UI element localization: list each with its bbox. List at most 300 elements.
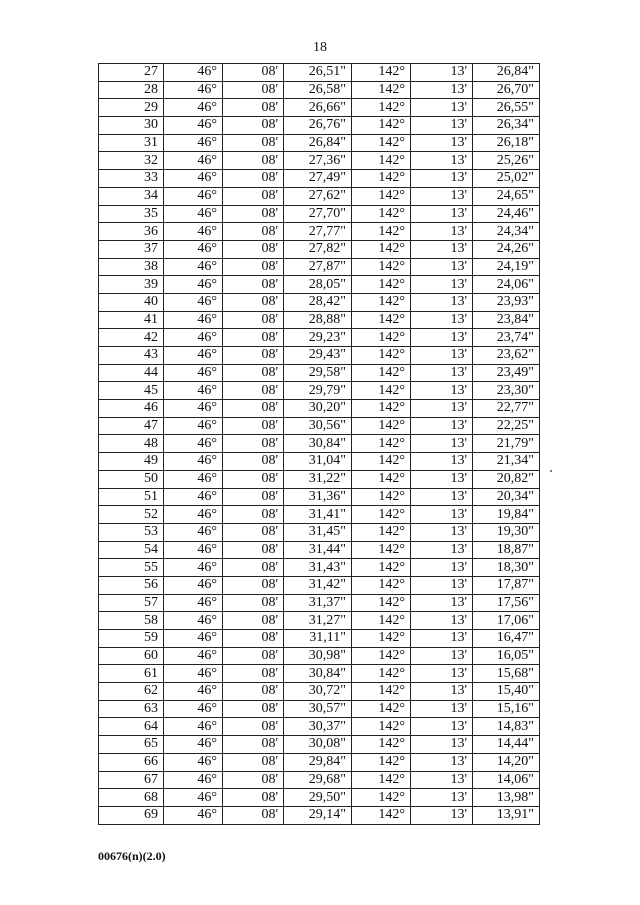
- cell-lon-deg: 142°: [352, 789, 411, 807]
- cell-lon-deg: 142°: [352, 258, 411, 276]
- cell-lat-deg: 46°: [164, 470, 223, 488]
- cell-lat-deg: 46°: [164, 329, 223, 347]
- cell-lon-min: 13': [411, 506, 473, 524]
- cell-lon-sec: 24,19": [473, 258, 540, 276]
- table-row: [99, 81, 540, 99]
- cell-lon-sec: 22,25": [473, 417, 540, 435]
- cell-lon-sec: 18,87": [473, 541, 540, 559]
- cell-lat-min: 08': [223, 382, 284, 400]
- cell-lat-sec: 27,36": [284, 152, 352, 170]
- cell-lon-min: 13': [411, 753, 473, 771]
- cell-lat-sec: 29,23": [284, 329, 352, 347]
- cell-lon-deg: 142°: [352, 806, 411, 824]
- coordinates-table-body: [99, 64, 540, 825]
- cell-lat-deg: 46°: [164, 152, 223, 170]
- cell-lat-min: 08': [223, 258, 284, 276]
- cell-lat-min: 08': [223, 718, 284, 736]
- cell-lon-deg: 142°: [352, 417, 411, 435]
- cell-lon-deg: 142°: [352, 594, 411, 612]
- cell-lon-min: 13': [411, 205, 473, 223]
- cell-lat-sec: 30,56": [284, 417, 352, 435]
- cell-point: 27: [99, 64, 164, 82]
- cell-lat-sec: 30,84": [284, 665, 352, 683]
- cell-lon-deg: 142°: [352, 329, 411, 347]
- table-row: [99, 435, 540, 453]
- cell-lat-min: 08': [223, 559, 284, 577]
- cell-lon-min: 13': [411, 700, 473, 718]
- cell-lat-min: 08': [223, 771, 284, 789]
- cell-point: 35: [99, 205, 164, 223]
- cell-lon-min: 13': [411, 718, 473, 736]
- cell-lat-min: 08': [223, 276, 284, 294]
- cell-lon-sec: 26,18": [473, 134, 540, 152]
- table-row: [99, 205, 540, 223]
- cell-lat-sec: 31,41": [284, 506, 352, 524]
- cell-lat-min: 08': [223, 400, 284, 418]
- cell-lat-deg: 46°: [164, 81, 223, 99]
- cell-lon-min: 13': [411, 187, 473, 205]
- cell-lon-sec: 24,26": [473, 240, 540, 258]
- cell-lon-deg: 142°: [352, 187, 411, 205]
- cell-lat-deg: 46°: [164, 117, 223, 135]
- cell-lat-min: 08': [223, 64, 284, 82]
- cell-lon-deg: 142°: [352, 152, 411, 170]
- cell-lat-min: 08': [223, 683, 284, 701]
- cell-lon-sec: 15,68": [473, 665, 540, 683]
- cell-lat-min: 08': [223, 523, 284, 541]
- cell-lat-min: 08': [223, 453, 284, 471]
- table-row: [99, 789, 540, 807]
- cell-point: 52: [99, 506, 164, 524]
- cell-lat-sec: 31,11": [284, 630, 352, 648]
- cell-lon-deg: 142°: [352, 293, 411, 311]
- table-row: [99, 400, 540, 418]
- cell-lon-sec: 24,46": [473, 205, 540, 223]
- cell-lat-sec: 30,84": [284, 435, 352, 453]
- cell-point: 42: [99, 329, 164, 347]
- cell-lat-min: 08': [223, 470, 284, 488]
- table-row: [99, 453, 540, 471]
- table-row: [99, 293, 540, 311]
- cell-lon-min: 13': [411, 453, 473, 471]
- cell-lat-sec: 27,62": [284, 187, 352, 205]
- cell-lon-deg: 142°: [352, 683, 411, 701]
- cell-point: 41: [99, 311, 164, 329]
- cell-lon-deg: 142°: [352, 453, 411, 471]
- table-row: [99, 700, 540, 718]
- cell-lon-sec: 25,26": [473, 152, 540, 170]
- cell-point: 64: [99, 718, 164, 736]
- table-row: [99, 223, 540, 241]
- cell-lon-sec: 23,84": [473, 311, 540, 329]
- cell-lat-sec: 29,43": [284, 347, 352, 365]
- cell-lon-deg: 142°: [352, 400, 411, 418]
- cell-lon-deg: 142°: [352, 134, 411, 152]
- cell-lat-min: 08': [223, 630, 284, 648]
- cell-lat-min: 08': [223, 806, 284, 824]
- cell-point: 54: [99, 541, 164, 559]
- cell-lon-min: 13': [411, 541, 473, 559]
- cell-lon-min: 13': [411, 417, 473, 435]
- cell-lat-deg: 46°: [164, 700, 223, 718]
- cell-lat-min: 08': [223, 117, 284, 135]
- table-row: [99, 311, 540, 329]
- cell-point: 29: [99, 99, 164, 117]
- cell-lat-sec: 31,42": [284, 576, 352, 594]
- cell-lat-min: 08': [223, 594, 284, 612]
- cell-lon-sec: 13,98": [473, 789, 540, 807]
- cell-lat-min: 08': [223, 205, 284, 223]
- cell-lon-deg: 142°: [352, 311, 411, 329]
- cell-lon-sec: 24,06": [473, 276, 540, 294]
- cell-lon-sec: 18,30": [473, 559, 540, 577]
- cell-lon-min: 13': [411, 329, 473, 347]
- cell-lat-deg: 46°: [164, 400, 223, 418]
- cell-lon-sec: 20,82": [473, 470, 540, 488]
- cell-point: 55: [99, 559, 164, 577]
- cell-lon-min: 13': [411, 647, 473, 665]
- cell-lon-min: 13': [411, 683, 473, 701]
- cell-lon-sec: 23,93": [473, 293, 540, 311]
- cell-lon-deg: 142°: [352, 99, 411, 117]
- cell-lon-sec: 19,84": [473, 506, 540, 524]
- cell-lon-deg: 142°: [352, 523, 411, 541]
- table-row: [99, 576, 540, 594]
- table-row: [99, 506, 540, 524]
- cell-lon-deg: 142°: [352, 718, 411, 736]
- cell-point: 43: [99, 347, 164, 365]
- table-row: [99, 364, 540, 382]
- cell-lat-deg: 46°: [164, 736, 223, 754]
- cell-lat-min: 08': [223, 170, 284, 188]
- cell-lat-deg: 46°: [164, 647, 223, 665]
- cell-lon-min: 13': [411, 258, 473, 276]
- cell-point: 68: [99, 789, 164, 807]
- cell-lon-min: 13': [411, 134, 473, 152]
- cell-lon-min: 13': [411, 630, 473, 648]
- cell-lat-deg: 46°: [164, 276, 223, 294]
- cell-lon-deg: 142°: [352, 364, 411, 382]
- cell-lat-sec: 30,08": [284, 736, 352, 754]
- cell-point: 60: [99, 647, 164, 665]
- cell-lon-sec: 15,40": [473, 683, 540, 701]
- cell-lon-min: 13': [411, 223, 473, 241]
- table-row: [99, 594, 540, 612]
- cell-point: 69: [99, 806, 164, 824]
- cell-lon-deg: 142°: [352, 347, 411, 365]
- scan-speck: [550, 470, 552, 472]
- cell-lon-sec: 25,02": [473, 170, 540, 188]
- cell-lat-sec: 30,20": [284, 400, 352, 418]
- cell-lat-deg: 46°: [164, 258, 223, 276]
- cell-lon-deg: 142°: [352, 753, 411, 771]
- cell-lon-deg: 142°: [352, 276, 411, 294]
- cell-lat-sec: 29,68": [284, 771, 352, 789]
- cell-lon-deg: 142°: [352, 117, 411, 135]
- cell-lat-deg: 46°: [164, 753, 223, 771]
- cell-point: 58: [99, 612, 164, 630]
- table-row: [99, 99, 540, 117]
- cell-lon-sec: 26,34": [473, 117, 540, 135]
- cell-lon-min: 13': [411, 559, 473, 577]
- cell-lat-deg: 46°: [164, 205, 223, 223]
- cell-lon-min: 13': [411, 347, 473, 365]
- cell-lon-min: 13': [411, 771, 473, 789]
- cell-point: 28: [99, 81, 164, 99]
- cell-point: 36: [99, 223, 164, 241]
- cell-lat-sec: 27,49": [284, 170, 352, 188]
- cell-lat-min: 08': [223, 753, 284, 771]
- cell-lon-deg: 142°: [352, 81, 411, 99]
- cell-lat-deg: 46°: [164, 382, 223, 400]
- cell-point: 40: [99, 293, 164, 311]
- table-row: [99, 771, 540, 789]
- cell-lat-sec: 26,84": [284, 134, 352, 152]
- cell-lat-min: 08': [223, 700, 284, 718]
- cell-lat-deg: 46°: [164, 789, 223, 807]
- cell-point: 34: [99, 187, 164, 205]
- table-row: [99, 152, 540, 170]
- cell-lon-sec: 14,83": [473, 718, 540, 736]
- cell-point: 49: [99, 453, 164, 471]
- cell-lat-deg: 46°: [164, 64, 223, 82]
- table-row: [99, 117, 540, 135]
- table-row: [99, 612, 540, 630]
- cell-point: 31: [99, 134, 164, 152]
- cell-point: 44: [99, 364, 164, 382]
- cell-lon-sec: 23,49": [473, 364, 540, 382]
- cell-point: 67: [99, 771, 164, 789]
- cell-point: 38: [99, 258, 164, 276]
- cell-lat-sec: 27,77": [284, 223, 352, 241]
- cell-lon-deg: 142°: [352, 630, 411, 648]
- cell-lat-sec: 30,37": [284, 718, 352, 736]
- cell-lat-deg: 46°: [164, 99, 223, 117]
- table-row: [99, 170, 540, 188]
- cell-lon-deg: 142°: [352, 700, 411, 718]
- cell-lon-deg: 142°: [352, 382, 411, 400]
- cell-lat-min: 08': [223, 364, 284, 382]
- table-row: [99, 523, 540, 541]
- cell-lat-deg: 46°: [164, 417, 223, 435]
- cell-lon-min: 13': [411, 400, 473, 418]
- cell-lat-deg: 46°: [164, 134, 223, 152]
- cell-lat-deg: 46°: [164, 311, 223, 329]
- cell-lon-min: 13': [411, 64, 473, 82]
- cell-lon-sec: 26,55": [473, 99, 540, 117]
- cell-point: 61: [99, 665, 164, 683]
- cell-lon-sec: 23,74": [473, 329, 540, 347]
- cell-lon-min: 13': [411, 276, 473, 294]
- table-row: [99, 347, 540, 365]
- page-number: 18: [313, 40, 327, 55]
- table-row: [99, 258, 540, 276]
- cell-lat-min: 08': [223, 612, 284, 630]
- cell-lat-sec: 30,98": [284, 647, 352, 665]
- cell-lon-sec: 16,47": [473, 630, 540, 648]
- cell-lat-deg: 46°: [164, 347, 223, 365]
- cell-point: 59: [99, 630, 164, 648]
- cell-lon-sec: 24,65": [473, 187, 540, 205]
- cell-lat-deg: 46°: [164, 506, 223, 524]
- cell-lat-deg: 46°: [164, 559, 223, 577]
- cell-lat-sec: 31,36": [284, 488, 352, 506]
- cell-lon-deg: 142°: [352, 736, 411, 754]
- table-row: [99, 806, 540, 824]
- cell-lon-sec: 23,62": [473, 347, 540, 365]
- cell-lon-deg: 142°: [352, 435, 411, 453]
- cell-lat-sec: 27,70": [284, 205, 352, 223]
- cell-point: 65: [99, 736, 164, 754]
- cell-lat-deg: 46°: [164, 293, 223, 311]
- cell-lat-min: 08': [223, 134, 284, 152]
- cell-point: 63: [99, 700, 164, 718]
- cell-lat-min: 08': [223, 81, 284, 99]
- cell-lon-sec: 26,70": [473, 81, 540, 99]
- cell-lat-deg: 46°: [164, 683, 223, 701]
- cell-lat-deg: 46°: [164, 187, 223, 205]
- cell-lon-deg: 142°: [352, 170, 411, 188]
- cell-lat-min: 08': [223, 789, 284, 807]
- cell-lat-sec: 29,58": [284, 364, 352, 382]
- cell-lon-min: 13': [411, 806, 473, 824]
- cell-lon-min: 13': [411, 117, 473, 135]
- cell-lat-min: 08': [223, 187, 284, 205]
- cell-lon-deg: 142°: [352, 205, 411, 223]
- cell-lat-deg: 46°: [164, 541, 223, 559]
- cell-lon-min: 13': [411, 594, 473, 612]
- cell-lat-deg: 46°: [164, 718, 223, 736]
- table-row: [99, 329, 540, 347]
- coordinates-table: [98, 63, 540, 825]
- cell-lat-deg: 46°: [164, 488, 223, 506]
- cell-lon-sec: 13,91": [473, 806, 540, 824]
- cell-lon-sec: 17,06": [473, 612, 540, 630]
- cell-lat-sec: 26,58": [284, 81, 352, 99]
- cell-lat-deg: 46°: [164, 364, 223, 382]
- cell-lon-min: 13': [411, 789, 473, 807]
- cell-lat-sec: 31,04": [284, 453, 352, 471]
- cell-lat-deg: 46°: [164, 170, 223, 188]
- cell-lon-min: 13': [411, 170, 473, 188]
- cell-lat-sec: 31,43": [284, 559, 352, 577]
- cell-lon-sec: 21,79": [473, 435, 540, 453]
- cell-lat-min: 08': [223, 347, 284, 365]
- table-row: [99, 382, 540, 400]
- cell-lat-sec: 29,79": [284, 382, 352, 400]
- cell-lat-sec: 29,50": [284, 789, 352, 807]
- table-row: [99, 417, 540, 435]
- cell-lat-sec: 31,22": [284, 470, 352, 488]
- cell-lat-min: 08': [223, 240, 284, 258]
- cell-lat-deg: 46°: [164, 665, 223, 683]
- table-row: [99, 134, 540, 152]
- cell-lat-min: 08': [223, 576, 284, 594]
- cell-point: 32: [99, 152, 164, 170]
- cell-point: 50: [99, 470, 164, 488]
- cell-lon-deg: 142°: [352, 665, 411, 683]
- cell-lon-min: 13': [411, 99, 473, 117]
- cell-lon-min: 13': [411, 152, 473, 170]
- cell-lat-deg: 46°: [164, 576, 223, 594]
- cell-lon-min: 13': [411, 81, 473, 99]
- cell-lon-sec: 17,87": [473, 576, 540, 594]
- cell-lat-deg: 46°: [164, 771, 223, 789]
- cell-lat-min: 08': [223, 311, 284, 329]
- cell-point: 66: [99, 753, 164, 771]
- cell-lon-sec: 21,34": [473, 453, 540, 471]
- cell-lat-deg: 46°: [164, 523, 223, 541]
- cell-lat-min: 08': [223, 223, 284, 241]
- cell-lon-deg: 142°: [352, 541, 411, 559]
- cell-lat-sec: 26,66": [284, 99, 352, 117]
- cell-lat-sec: 31,45": [284, 523, 352, 541]
- cell-lon-deg: 142°: [352, 64, 411, 82]
- cell-point: 51: [99, 488, 164, 506]
- cell-lon-min: 13': [411, 576, 473, 594]
- cell-lon-sec: 17,56": [473, 594, 540, 612]
- table-row: [99, 665, 540, 683]
- table-row: [99, 470, 540, 488]
- cell-lat-sec: 28,88": [284, 311, 352, 329]
- cell-lon-deg: 142°: [352, 771, 411, 789]
- cell-lon-min: 13': [411, 364, 473, 382]
- cell-lon-min: 13': [411, 435, 473, 453]
- document-code: 00676(n)(2.0): [98, 849, 166, 863]
- cell-lat-deg: 46°: [164, 453, 223, 471]
- cell-lat-sec: 31,27": [284, 612, 352, 630]
- cell-lon-deg: 142°: [352, 576, 411, 594]
- cell-lat-sec: 30,57": [284, 700, 352, 718]
- cell-point: 37: [99, 240, 164, 258]
- cell-lat-sec: 27,82": [284, 240, 352, 258]
- cell-lon-deg: 142°: [352, 612, 411, 630]
- table-row: [99, 718, 540, 736]
- table-row: [99, 630, 540, 648]
- cell-lat-sec: 28,05": [284, 276, 352, 294]
- cell-lon-sec: 23,30": [473, 382, 540, 400]
- cell-lat-min: 08': [223, 293, 284, 311]
- cell-point: 39: [99, 276, 164, 294]
- cell-point: 30: [99, 117, 164, 135]
- cell-lon-min: 13': [411, 612, 473, 630]
- cell-lat-deg: 46°: [164, 240, 223, 258]
- cell-lon-min: 13': [411, 470, 473, 488]
- cell-point: 56: [99, 576, 164, 594]
- cell-lat-deg: 46°: [164, 594, 223, 612]
- cell-lon-min: 13': [411, 311, 473, 329]
- cell-lon-sec: 14,06": [473, 771, 540, 789]
- cell-lat-min: 08': [223, 435, 284, 453]
- cell-lat-min: 08': [223, 736, 284, 754]
- cell-lat-sec: 29,84": [284, 753, 352, 771]
- cell-point: 48: [99, 435, 164, 453]
- cell-lat-sec: 29,14": [284, 806, 352, 824]
- cell-lat-sec: 31,37": [284, 594, 352, 612]
- table-row: [99, 276, 540, 294]
- cell-lon-min: 13': [411, 665, 473, 683]
- cell-lat-min: 08': [223, 99, 284, 117]
- cell-lat-deg: 46°: [164, 612, 223, 630]
- table-row: [99, 647, 540, 665]
- cell-lon-sec: 20,34": [473, 488, 540, 506]
- table-row: [99, 187, 540, 205]
- cell-lon-deg: 142°: [352, 559, 411, 577]
- cell-lon-sec: 26,84": [473, 64, 540, 82]
- cell-point: 33: [99, 170, 164, 188]
- cell-lon-deg: 142°: [352, 240, 411, 258]
- cell-lon-deg: 142°: [352, 470, 411, 488]
